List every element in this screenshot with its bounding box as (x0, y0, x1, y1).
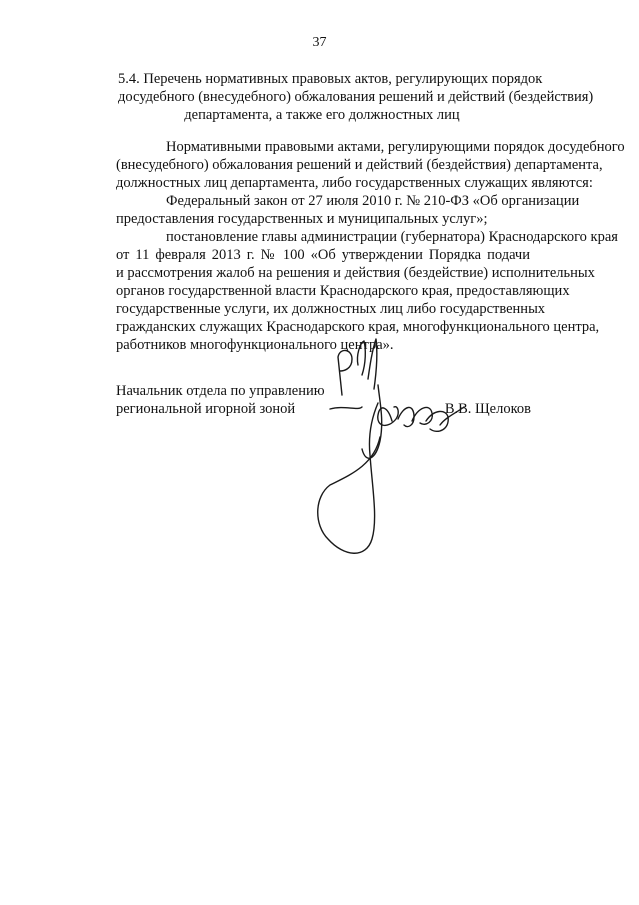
signatory-position (116, 382, 325, 418)
paragraph-line: и рассмотрения жалоб на решения и действия (бездействие) исполнительных (116, 265, 595, 281)
paragraph-line: гражданских служащих Краснодарского края, многофункционального центра, (116, 319, 600, 335)
paragraph-line: от 11 февраля 2013 г. № 100 «Об утверждении Порядка подачи (116, 247, 530, 263)
paragraph-line: работников многофункционального центра». (116, 337, 394, 353)
position-line: региональной игорной зоной (116, 401, 296, 417)
heading-line: департамента, а также его должностных лиц (184, 107, 460, 123)
federal-law-paragraph (116, 192, 580, 228)
paragraph-line: должностных лиц департамента, либо государственных служащих являются: (116, 175, 593, 191)
paragraph-line: постановление главы администрации (губернатора) Краснодарского края (166, 229, 618, 245)
heading-line: досудебного (внесудебного) обжалования решений и действий (бездействия) (118, 89, 594, 105)
paragraph-line: Нормативными правовыми актами, регулирующими порядок досудебного (166, 139, 625, 155)
heading-line: 5.4. Перечень нормативных правовых актов, регулирующих порядок (118, 71, 543, 87)
section-heading (118, 70, 594, 124)
page-number: 37 (312, 35, 327, 50)
paragraph-line: предоставления государственных и муниципальных услуг»; (116, 211, 488, 227)
intro-paragraph (116, 138, 625, 192)
body-text (116, 138, 625, 354)
position-line: Начальник отдела по управлению (116, 383, 325, 399)
paragraph-line: государственные услуги, их должностных лиц либо государственных (116, 301, 546, 317)
signer-name: В.В. Щелоков (444, 401, 531, 417)
handwritten-signature-icon (300, 325, 480, 560)
paragraph-line: Федеральный закон от 27 июля 2010 г. № 210-ФЗ «Об организации (166, 193, 580, 209)
paragraph-line: (внесудебного) обжалования решений и действий (бездействия) департамента, (116, 157, 603, 173)
paragraph-line: органов государственной власти Краснодарского края, предоставляющих (116, 283, 570, 299)
